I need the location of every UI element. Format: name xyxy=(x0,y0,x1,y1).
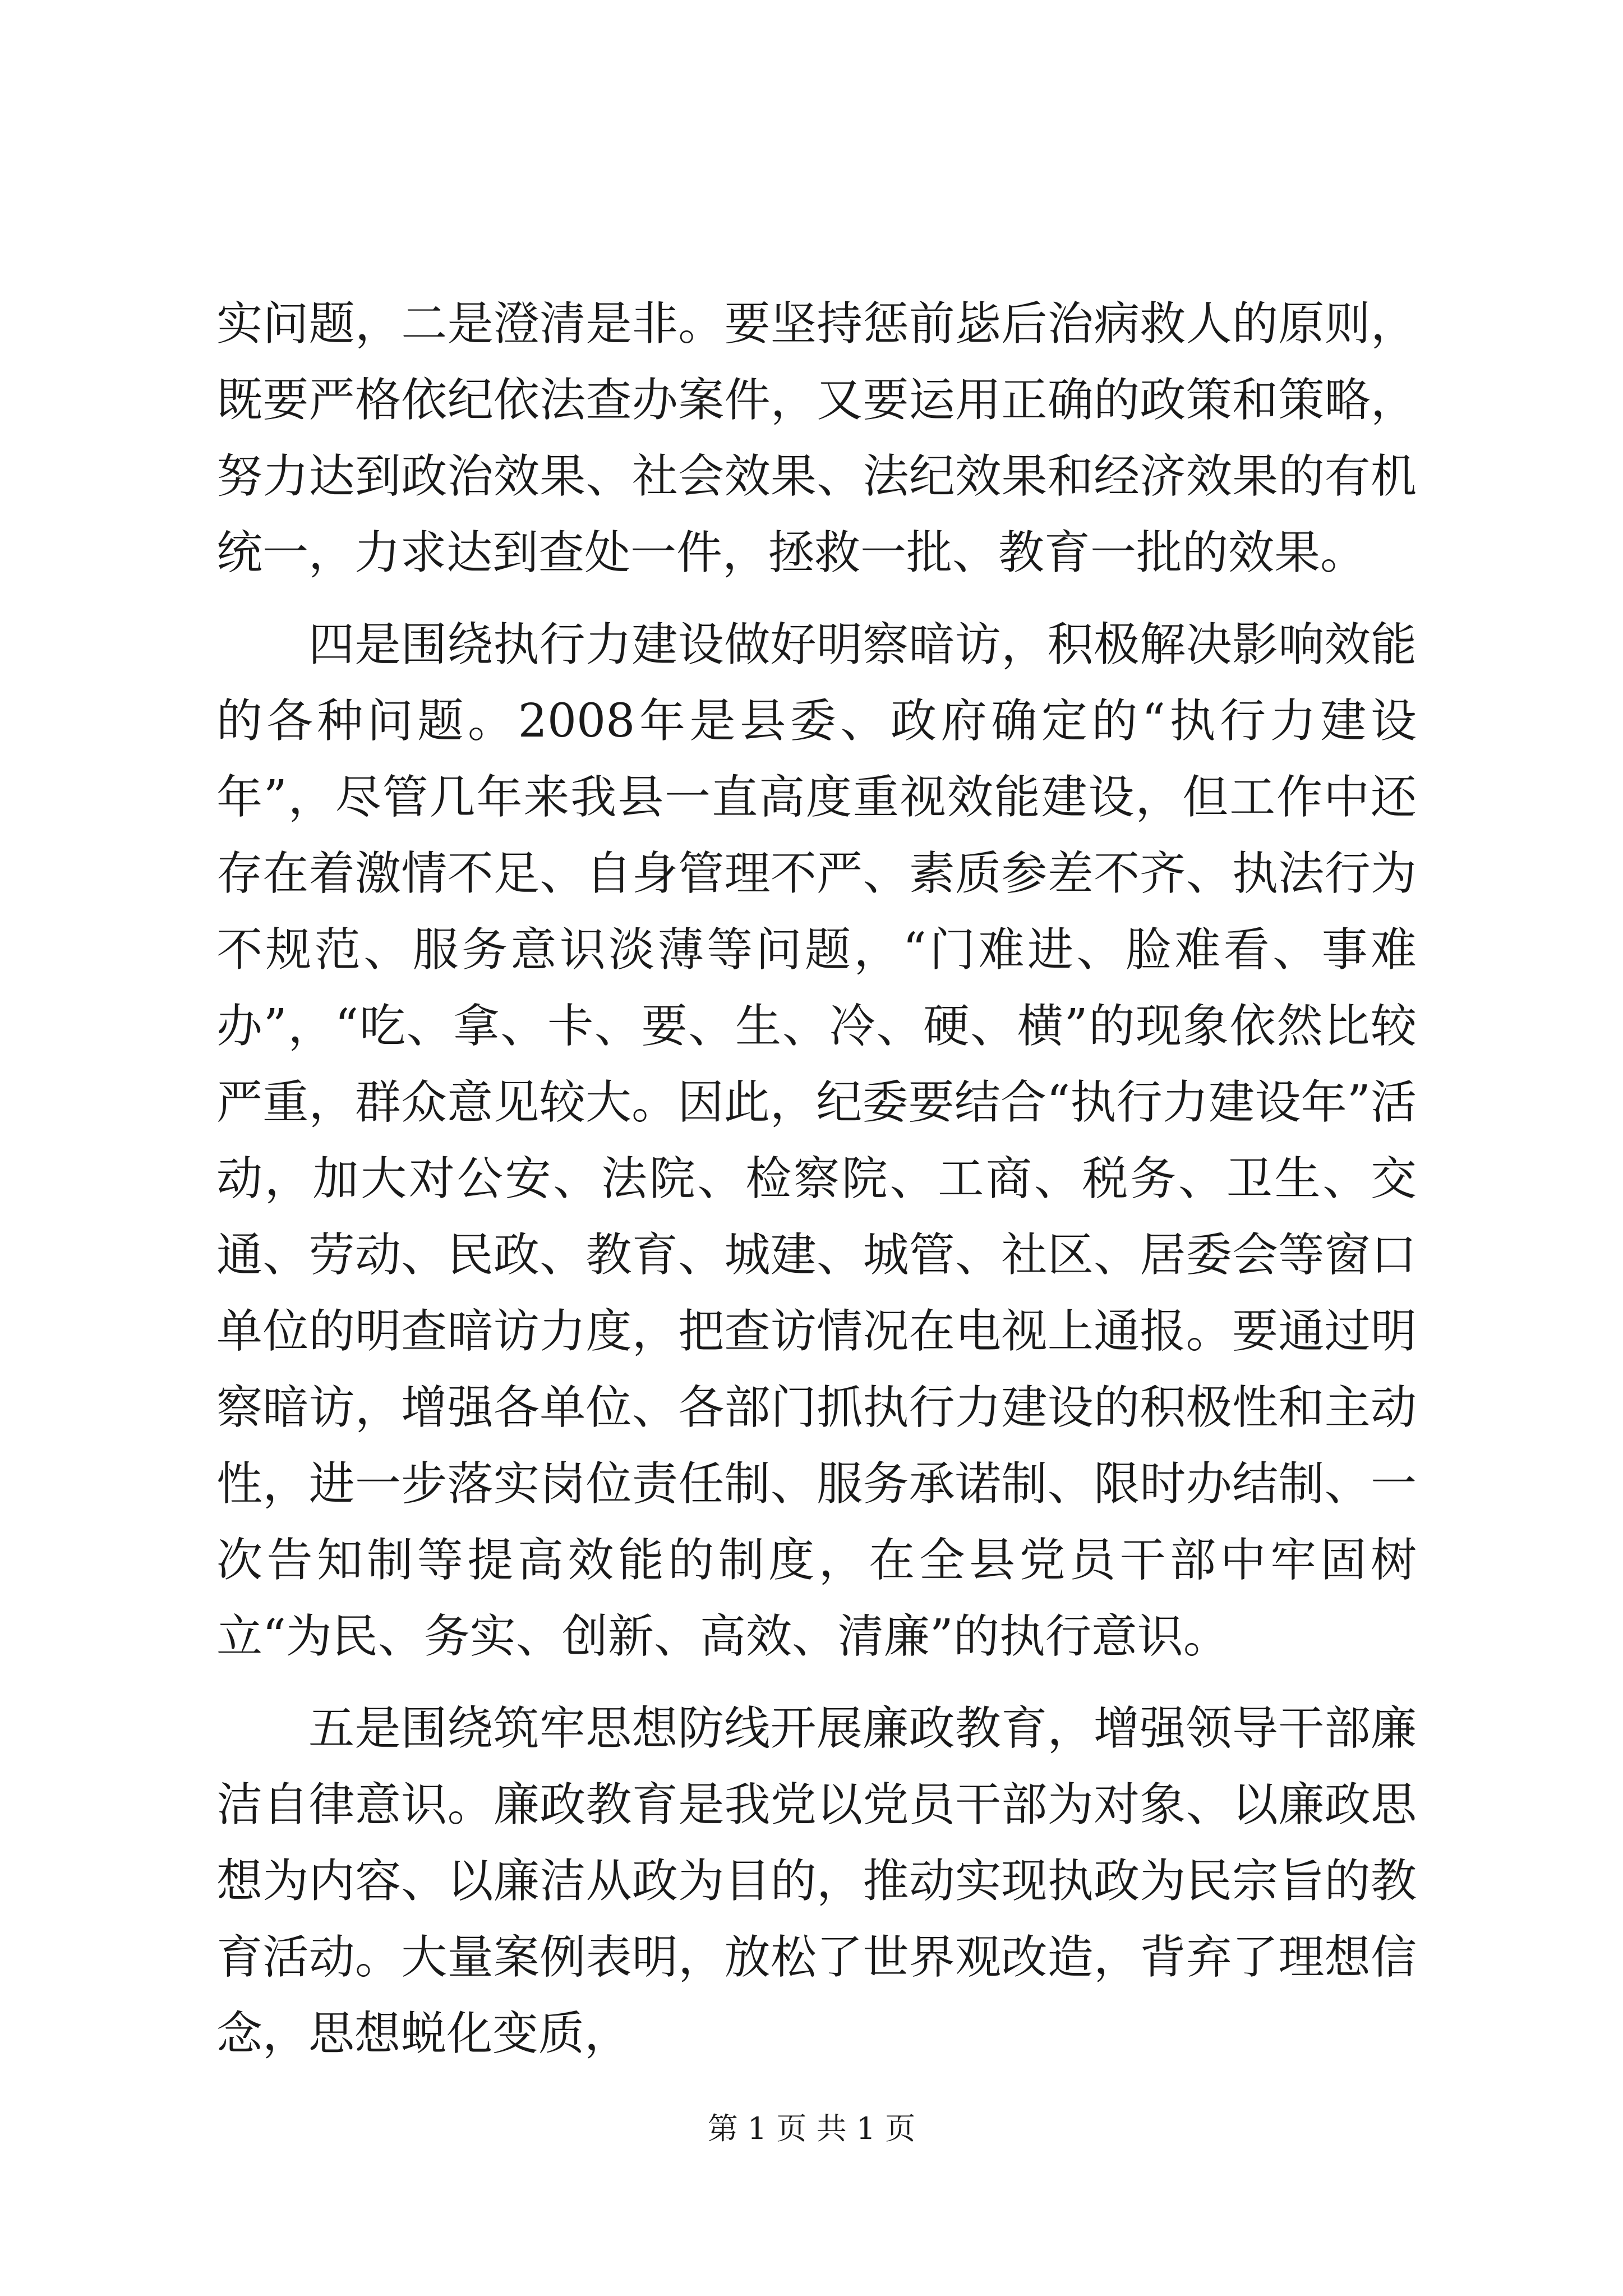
paragraph-2: 四是围绕执行力建设做好明察暗访，积极解决影响效能的各种问题。2008年是县委、政府确定的“执行力建设年”，尽管几年来我县一直高度重视效能建设，但工作中还存在着激情不足、自身管理不严、素质参差不齐、执法行为不规范、服务意识淡薄等问题，“门难进、脸难看、事难办”，“吃、拿、卡、要、生、冷、硬、横”的现象依然比较严重，群众意见较大。因此，纪委要结合“执行力建设年”活动，加大对公安、法院、检察院、工商、税务、卫生、交通、劳动、民政、教育、城建、城管、社区、居委会等窗口单位的明查暗访力度，把查访情况在电视上通报。要通过明察暗访，增强各单位、各部门抓执行力建设的积极性和主动性，进一步落实岗位责任制、服务承诺制、限时办结制、一次告知制等提高效能的制度，在全县党员干部中牢固树立“为民、务实、创新、高效、清廉”的执行意识。 xyxy=(216,618,1417,1663)
paragraph-3: 五是围绕筑牢思想防线开展廉政教育，增强领导干部廉洁自律意识。廉政教育是我党以党员干部为对象、以廉政思想为内容、以廉洁从政为目的，推动实现执政为民宗旨的教育活动。大量案例表明，放松了世界观改造，背弃了理想信念，思想蜕化变质， xyxy=(216,1702,1417,2060)
document-body xyxy=(216,286,1417,2072)
paragraph-1: 实问题，二是澄清是非。要坚持惩前毖后治病救人的原则，既要严格依纪依法查办案件，又要运用正确的政策和策略，努力达到政治效果、社会效果、法纪效果和经济效果的有机统一，力求达到查处一件，拯救一批、教育一批的效果。 xyxy=(216,297,1417,579)
page-footer: 第 1 页 共 1 页 xyxy=(707,2111,916,2146)
